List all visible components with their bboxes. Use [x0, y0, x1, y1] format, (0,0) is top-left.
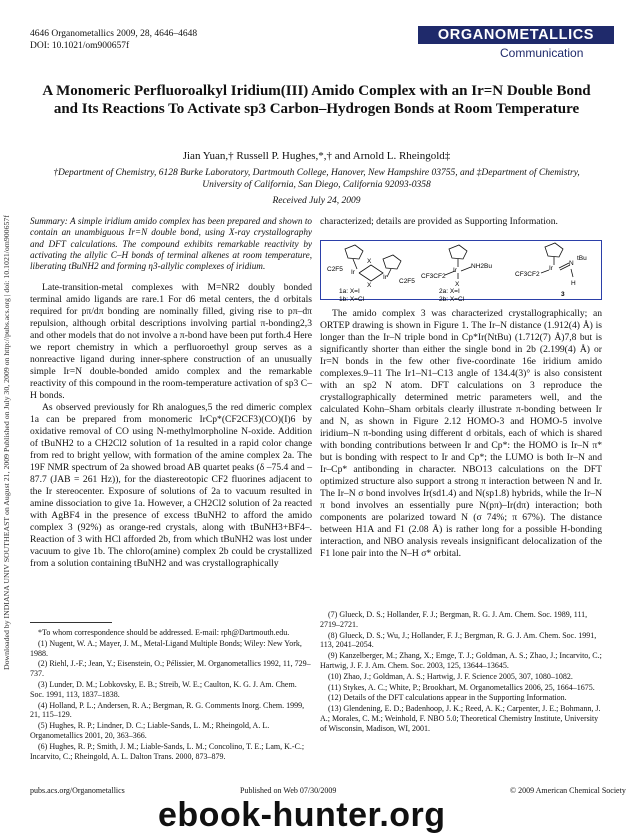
- right-column: [320, 308, 602, 560]
- ir-label: Ir: [383, 274, 387, 281]
- compound-1b-label: 1b: X=Cl: [339, 296, 365, 303]
- tbu-label: tBu: [577, 255, 587, 262]
- footnote: (13) Glendening, E. D.; Badenhoop, J. K.; Reed, A. K.; Carpenter, J. E.; Bohmann, J. A.; Morales, C. M.; Weinhold, F. NBO 5.0; Theoretical Chemistry Institute, University of Wisconsin, Madison, WI, 2001.: [320, 704, 601, 733]
- right-intro: characterized; details are provided as Supporting Information.: [320, 216, 558, 227]
- h-label: H: [571, 280, 576, 287]
- x-label: X: [367, 282, 372, 289]
- paragraph: As observed previously for Rh analogues,5 the red dimeric complex 1a can be prepared from monomeric IrCp*(CF2CF3)(CO)(I)6 by oxidative removal of CO using N-methylmorpholine N-oxide. Addition of tBuNH2 to a CH2Cl2 solution of 1a resulted in a rapid color change from red to bright yellow, with formation of the amine complex 2a. The 19F NMR spectrum of 2a showed broad AB quartet peaks (δ –75.4 and –87.7 (JAB = 261 Hz)), for the diastereotopic CF2 fluorines adjacent to the Ir stereocenter. Exposure of solutions of 2a to vacuum resulted in amine dissociation to give 1a. However, a CH2Cl2 solution of 2a reacted with AgBF4 in the presence of excess tBuNH2 to afford the amido complex 3 (92%) as orange-red crystals, along with tBuNH3+BF4–. Reaction of 3 with HCl afforded 2b, from which tBuNH2 was lost under vacuum to give 1b. The chloro(amine) complex 2b could be crystallized from a solution containing tBuNH2 and was crystallographically: [30, 402, 312, 569]
- compound-3-label: 3: [561, 291, 565, 298]
- footnotes-left: [30, 628, 312, 762]
- compound-2a-label: 2a: X=I: [439, 288, 460, 295]
- doi-link[interactable]: DOI: 10.1021/om900657f: [30, 41, 130, 51]
- c2f5-label: C2F5: [327, 266, 343, 273]
- affiliations: †Department of Chemistry, 6128 Burke Laboratory, Dartmouth College, Hanover, New Hampshire 03755, and ‡Department of Chemistry, University of California, San Diego, California 92093-0358: [53, 168, 580, 190]
- ir-label: Ir: [549, 265, 553, 272]
- journal-url[interactable]: pubs.acs.org/Organometallics: [30, 786, 125, 795]
- footnote: (10) Zhao, J.; Goldman, A. S.; Hartwig, J. F. Science 2005, 307, 1080–1082.: [328, 671, 573, 681]
- cf3cf2-label: CF3CF2: [515, 271, 540, 278]
- footnote: (1) Nugent, W. A.; Mayer, J. M., Metal-Ligand Multiple Bonds; Wiley: New York, 1988.: [30, 638, 302, 658]
- structure-2: [445, 245, 471, 279]
- footnote: (12) Details of the DFT calculations appear in the Supporting Information.: [328, 693, 567, 703]
- sidebar-text: Downloaded by INDIANA UNIV SOUTHEAST on August 21, 2009 Published on July 30, 2009 on http://pubs.acs.org | doi: 10.1021/om900657f: [2, 215, 11, 670]
- ir-label: Ir: [351, 269, 355, 276]
- amine-label: NH2Bu: [471, 263, 492, 270]
- author-list: Jian Yuan,† Russell P. Hughes,*,† and Arnold L. Rheingold‡: [182, 150, 451, 162]
- n-label: N: [569, 260, 574, 267]
- scheme-1: [320, 240, 602, 303]
- compound-2b-label: 2b: X=Cl: [439, 296, 465, 303]
- ir-label: Ir: [453, 267, 457, 274]
- footnote: (9) Kanzelberger, M.; Zhang, X.; Emge, T. J.; Goldman, A. S.; Zhao, J.; Incarvito, C.; Hartwig, J. F. J. Am. Chem. Soc. 2003, 125, 13644–13645.: [320, 651, 602, 670]
- running-header: [30, 28, 197, 52]
- paragraph: The amido complex 3 was characterized crystallographically; an ORTEP drawing is shown in Figure 1. The Ir–N distance (1.912(4) Å) is longer than the Ir–N triple bond in Cp*Ir(NtBu) (1.712(7) Å)7,8 but is significantly shorter than either the single bond in 2b (2.199(4) Å) or Ir=N bonds in the few other five-coordinate 16e iridium amido complexes.9–11 The Ir1–N1–C13 angle of 134.4(3)° is also consistent with an sp2 N atom. DFT calculations on 3 reproduce the crystallographically determined metric parameters well, and the calculated Kohn–Sham orbitals clearly illustrate π-bonding between Ir and N, as shown in Figure 2.12 HOMO-3 and HOMO-5 involve iridium–N π-bonding using different d orbitals, each of which is shared with bonding contributions between Ir and Cp*: the HOMO is Ir–N π* but is bonding with respect to Ir and Cp*; the LUMO is both Ir–N and Ir–Cp* antibonding in character. NBO13 calculations on the DFT optimized structure also support a strong π interaction between N and Ir. The Ir–N σ bond involves Ir(sd1.4) and N(sp1.8) hybrids, while the Ir–N π bond involves an essentially pure N(pπ)–Ir(dπ) interaction; both components are polarized toward N (σ 74%; π 67%). The distance between H1A and F1 (2.08 Å) is rather long for a possible H-bonding interaction, and NBO analysis reveals insignificant delocalization of the F1 lone pair into the N–H σ* orbital.: [320, 308, 602, 559]
- footnote-divider: [30, 622, 112, 623]
- section-label: Communication: [500, 46, 584, 60]
- c2f5-label: C2F5: [399, 278, 415, 285]
- footnote: (5) Hughes, R. P.; Lindner, D. C.; Liable-Sands, L. M.; Rheingold, A. L. Organometallics 2001, 20, 363–366.: [30, 721, 270, 740]
- footnote: (6) Hughes, R. P.; Smith, J. M.; Liable-Sands, L. M.; Concolino, T. E.; Lam, K.-C.; Incarvito, C.; Rheingold, A. L. Dalton Trans. 2000, 873–879.: [30, 741, 305, 761]
- copyright: © 2009 American Chemical Society: [510, 786, 626, 795]
- left-column: [30, 282, 312, 570]
- footnote: (3) Lunder, D. M.; Lobkovsky, E. B.; Streib, W. E.; Caulton, K. G. J. Am. Chem. Soc. 1991, 113, 1837–1838.: [30, 679, 297, 699]
- watermark: ebook-hunter.org: [158, 796, 446, 834]
- summary: Summary: A simple iridium amido complex has been prepared and shown to contain an unambiguous Ir=N double bond, using X-ray crystallography and DFT calculations. The compound exhibits remarkable reactivity by activating the allylic C–H bonds of terminal alkenes at room temperature, liberating tBuNH2 and forming η3-allylic complexes of iridium.: [30, 216, 312, 272]
- journal-citation: 4646 Organometallics 2009, 28, 4646–4648: [30, 29, 198, 39]
- cf3cf2-label: CF3CF2: [421, 273, 446, 280]
- x-label: X: [455, 281, 460, 288]
- compound-1a-label: 1a: X=I: [339, 288, 360, 295]
- download-sidebar: [2, 215, 16, 670]
- article-title: A Monomeric Perfluoroalkyl Iridium(III) Amido Complex with an Ir=N Double Bond and Its Reactions To Activate sp3 Carbon–Hydrogen Bonds at Room Temperature: [42, 83, 591, 117]
- journal-logo: ORGANOMETALLICS: [418, 26, 614, 44]
- footnotes-right: [320, 610, 602, 735]
- publish-date: Published on Web 07/30/2009: [240, 786, 337, 795]
- paragraph: Late-transition-metal complexes with M=NR2 doubly bonded terminal amido ligands are rare.1 For d6 metal centers, the d orbitals required for pπ/dπ bonding are nominally filled, giving rise to pπ–dπ repulsion, although orbital descriptions involving partial π-bonding2,3 and other models that do not involve a π-bond have been put forth.4 Here we report chemistry in which a perfluoroethyl group serves as a nonreactive ligand during inner-sphere construction of an unusually simple Ir=N double-bonded amido complex and the remarkable reactivity of this compound in the room-temperature activation of sp3 C–H bonds.: [30, 282, 312, 401]
- footnote: (4) Holland, P. L.; Andersen, R. A.; Bergman, R. G. Comments Inorg. Chem. 1999, 21, 115–129.: [30, 700, 305, 720]
- footnote: *To whom correspondence should be addressed. E-mail: rph@Dartmouth.edu.: [38, 628, 290, 637]
- x-label: X: [367, 258, 372, 265]
- footnote: (2) Riehl, J.-F.; Jean, Y.; Eisenstein, O.; Pélissier, M. Organometallics 1992, 11, 729–737.: [30, 659, 311, 679]
- footnote: (7) Glueck, D. S.; Hollander, F. J.; Bergman, R. G. J. Am. Chem. Soc. 1989, 111, 2719–2721.: [320, 610, 588, 629]
- footnote: (8) Glueck, D. S.; Wu, J.; Hollander, F. J.; Bergman, R. G. J. Am. Chem. Soc. 1991, 113, 2041–2054.: [320, 630, 597, 650]
- received-date: Received July 24, 2009: [272, 196, 361, 206]
- footnote: (11) Stykes, A. C.; White, P.; Brookhart, M. Organometallics 2006, 25, 1664–1675.: [328, 682, 595, 692]
